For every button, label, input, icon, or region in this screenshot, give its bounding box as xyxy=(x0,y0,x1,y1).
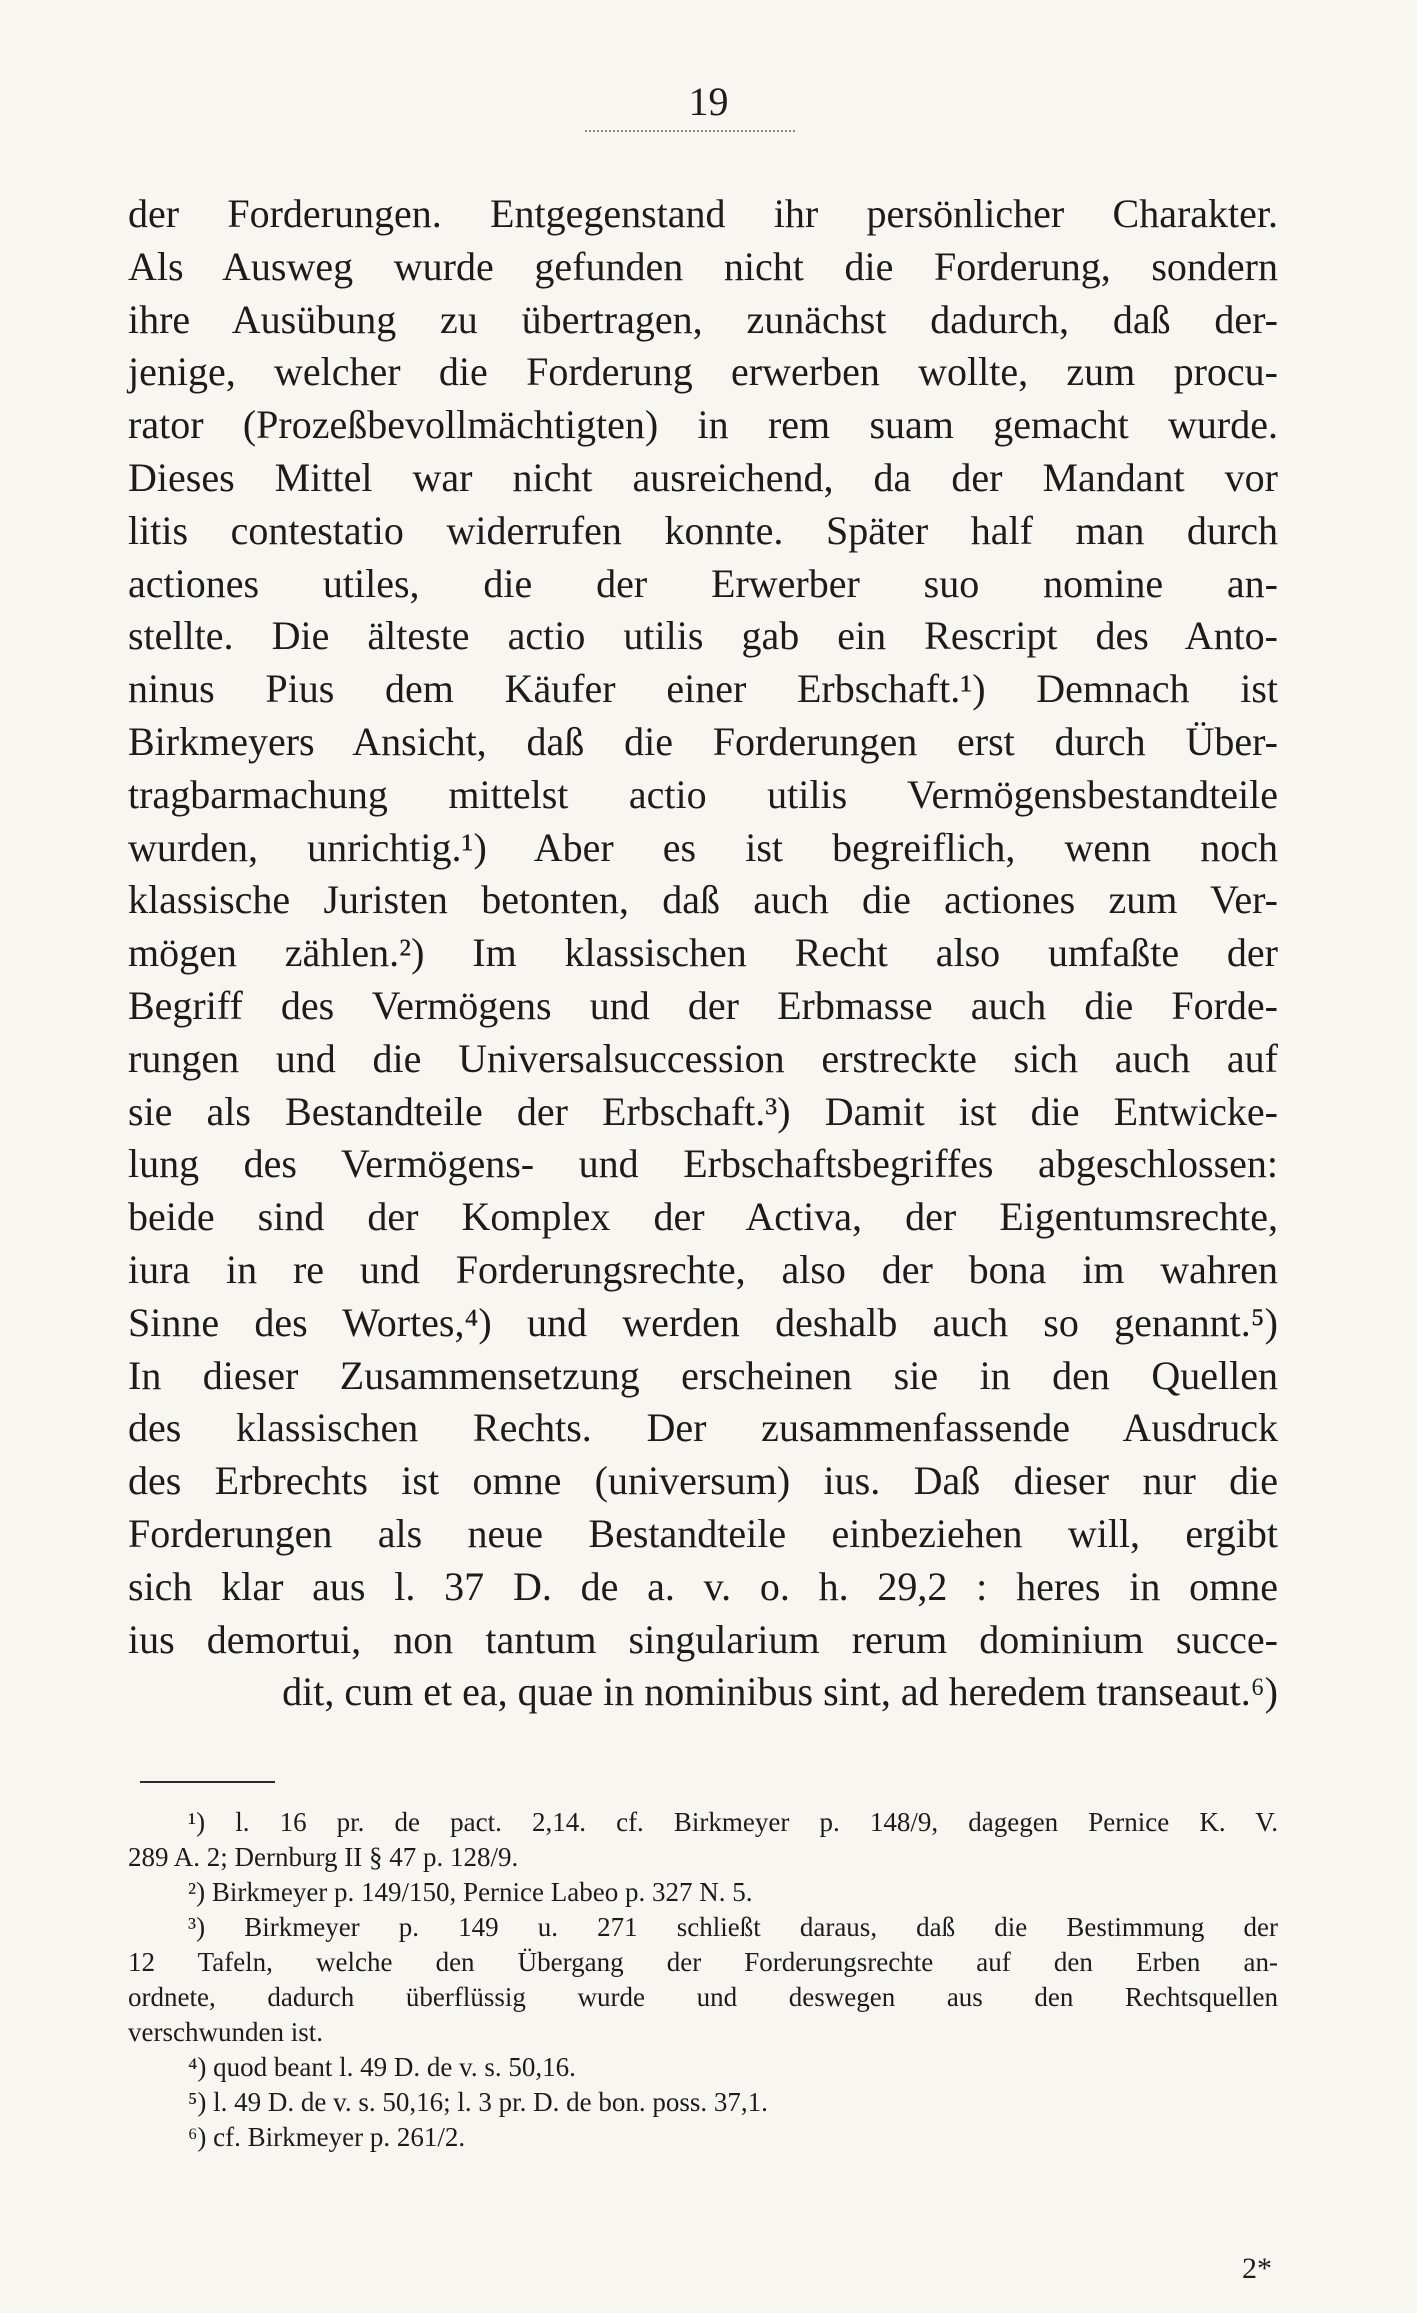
page-number: 19 xyxy=(688,79,729,124)
body-line: wurden, unrichtig.¹) Aber es ist begreiflich, wenn noch xyxy=(128,824,1278,870)
body-line: stellte. Die älteste actio utilis gab ein Rescript des Anto- xyxy=(128,613,1278,659)
footnote-line: ⁶) cf. Birkmeyer p. 261/2. xyxy=(188,2122,466,2152)
body-line: jenige, welcher die Forderung erwerben wollte, zum procu- xyxy=(128,349,1278,395)
body-line: lung des Vermögens- und Erbschaftsbegriffes abgeschlossen: xyxy=(128,1141,1278,1187)
body-line: ninus Pius dem Käufer einer Erbschaft.¹) Demnach ist xyxy=(128,666,1278,712)
body-line: ius demortui, non tantum singularium rerum dominium succe- xyxy=(128,1616,1278,1662)
body-line: Birkmeyers Ansicht, daß die Forderungen erst durch Über- xyxy=(128,718,1278,764)
footnote-line: ³) Birkmeyer p. 149 u. 271 schließt daraus, daß die Bestimmung der xyxy=(188,1912,1278,1942)
body-line: rungen und die Universalsuccession erstreckte sich auch auf xyxy=(128,1035,1278,1081)
footnote-line: ordnete, dadurch überflüssig wurde und deswegen aus den Rechtsquellen xyxy=(128,1982,1278,2012)
body-line: Als Ausweg wurde gefunden nicht die Forderung, sondern xyxy=(128,243,1278,289)
body-line: actiones utiles, die der Erwerber suo nomine an- xyxy=(128,560,1278,606)
body-line: ihre Ausübung zu übertragen, zunächst dadurch, daß der- xyxy=(128,296,1278,342)
footnote-line: 12 Tafeln, welche den Übergang der Forderungsrechte auf den Erben an- xyxy=(128,1947,1278,1977)
body-line: iura in re und Forderungsrechte, also der bona im wahren xyxy=(128,1246,1278,1292)
footnote-line: ⁵) l. 49 D. de v. s. 50,16; l. 3 pr. D. de bon. poss. 37,1. xyxy=(188,2087,768,2117)
body-line: des klassischen Rechts. Der zusammenfassende Ausdruck xyxy=(128,1405,1278,1451)
body-line: Sinne des Wortes,⁴) und werden deshalb auch so genannt.⁵) xyxy=(128,1299,1278,1345)
body-line: Dieses Mittel war nicht ausreichend, da der Mandant vor xyxy=(128,454,1278,500)
body-line: sie als Bestandteile der Erbschaft.³) Damit ist die Entwicke- xyxy=(128,1088,1278,1134)
header-rule xyxy=(585,130,795,132)
footnote-line: ¹) l. 16 pr. de pact. 2,14. cf. Birkmeyer p. 148/9, dagegen Pernice K. V. xyxy=(188,1807,1278,1837)
body-line: klassische Juristen betonten, daß auch die actiones zum Ver- xyxy=(128,877,1278,923)
body-line: beide sind der Komplex der Activa, der Eigentumsrechte, xyxy=(128,1194,1278,1240)
body-line: tragbarmachung mittelst actio utilis Vermögensbestandteile xyxy=(128,771,1278,817)
body-line: der Forderungen. Entgegenstand ihr persönlicher Charakter. xyxy=(128,191,1278,236)
body-line: des Erbrechts ist omne (universum) ius. Daß dieser nur die xyxy=(128,1458,1278,1504)
body-line: Begriff des Vermögens und der Erbmasse auch die Forde- xyxy=(128,982,1278,1028)
body-line: rator (Prozeßbevollmächtigten) in rem suam gemacht wurde. xyxy=(128,402,1278,448)
footnote-line: ²) Birkmeyer p. 149/150, Pernice Labeo p. 327 N. 5. xyxy=(188,1877,753,1907)
body-text xyxy=(128,188,1278,1719)
body-line: dit, cum et ea, quae in nominibus sint, ad heredem transeaut.⁶) xyxy=(282,1669,1278,1715)
footnote-line: ⁴) quod beant l. 49 D. de v. s. 50,16. xyxy=(188,2052,576,2082)
footnote-rule xyxy=(140,1781,275,1783)
footnote-line: 289 A. 2; Dernburg II § 47 p. 128/9. xyxy=(128,1842,519,1872)
body-line: mögen zählen.²) Im klassischen Recht also umfaßte der xyxy=(128,930,1278,976)
footnote-line: verschwunden ist. xyxy=(128,2017,323,2047)
body-line: Forderungen als neue Bestandteile einbeziehen will, ergibt xyxy=(128,1510,1278,1556)
signature-mark: 2* xyxy=(1242,2252,1272,2285)
body-line: litis contestatio widerrufen konnte. Später half man durch xyxy=(128,507,1278,553)
footnotes xyxy=(128,1805,1278,2155)
body-line: In dieser Zusammensetzung erscheinen sie in den Quellen xyxy=(128,1352,1278,1398)
body-line: sich klar aus l. 37 D. de a. v. o. h. 29,2 : heres in omne xyxy=(128,1563,1278,1609)
